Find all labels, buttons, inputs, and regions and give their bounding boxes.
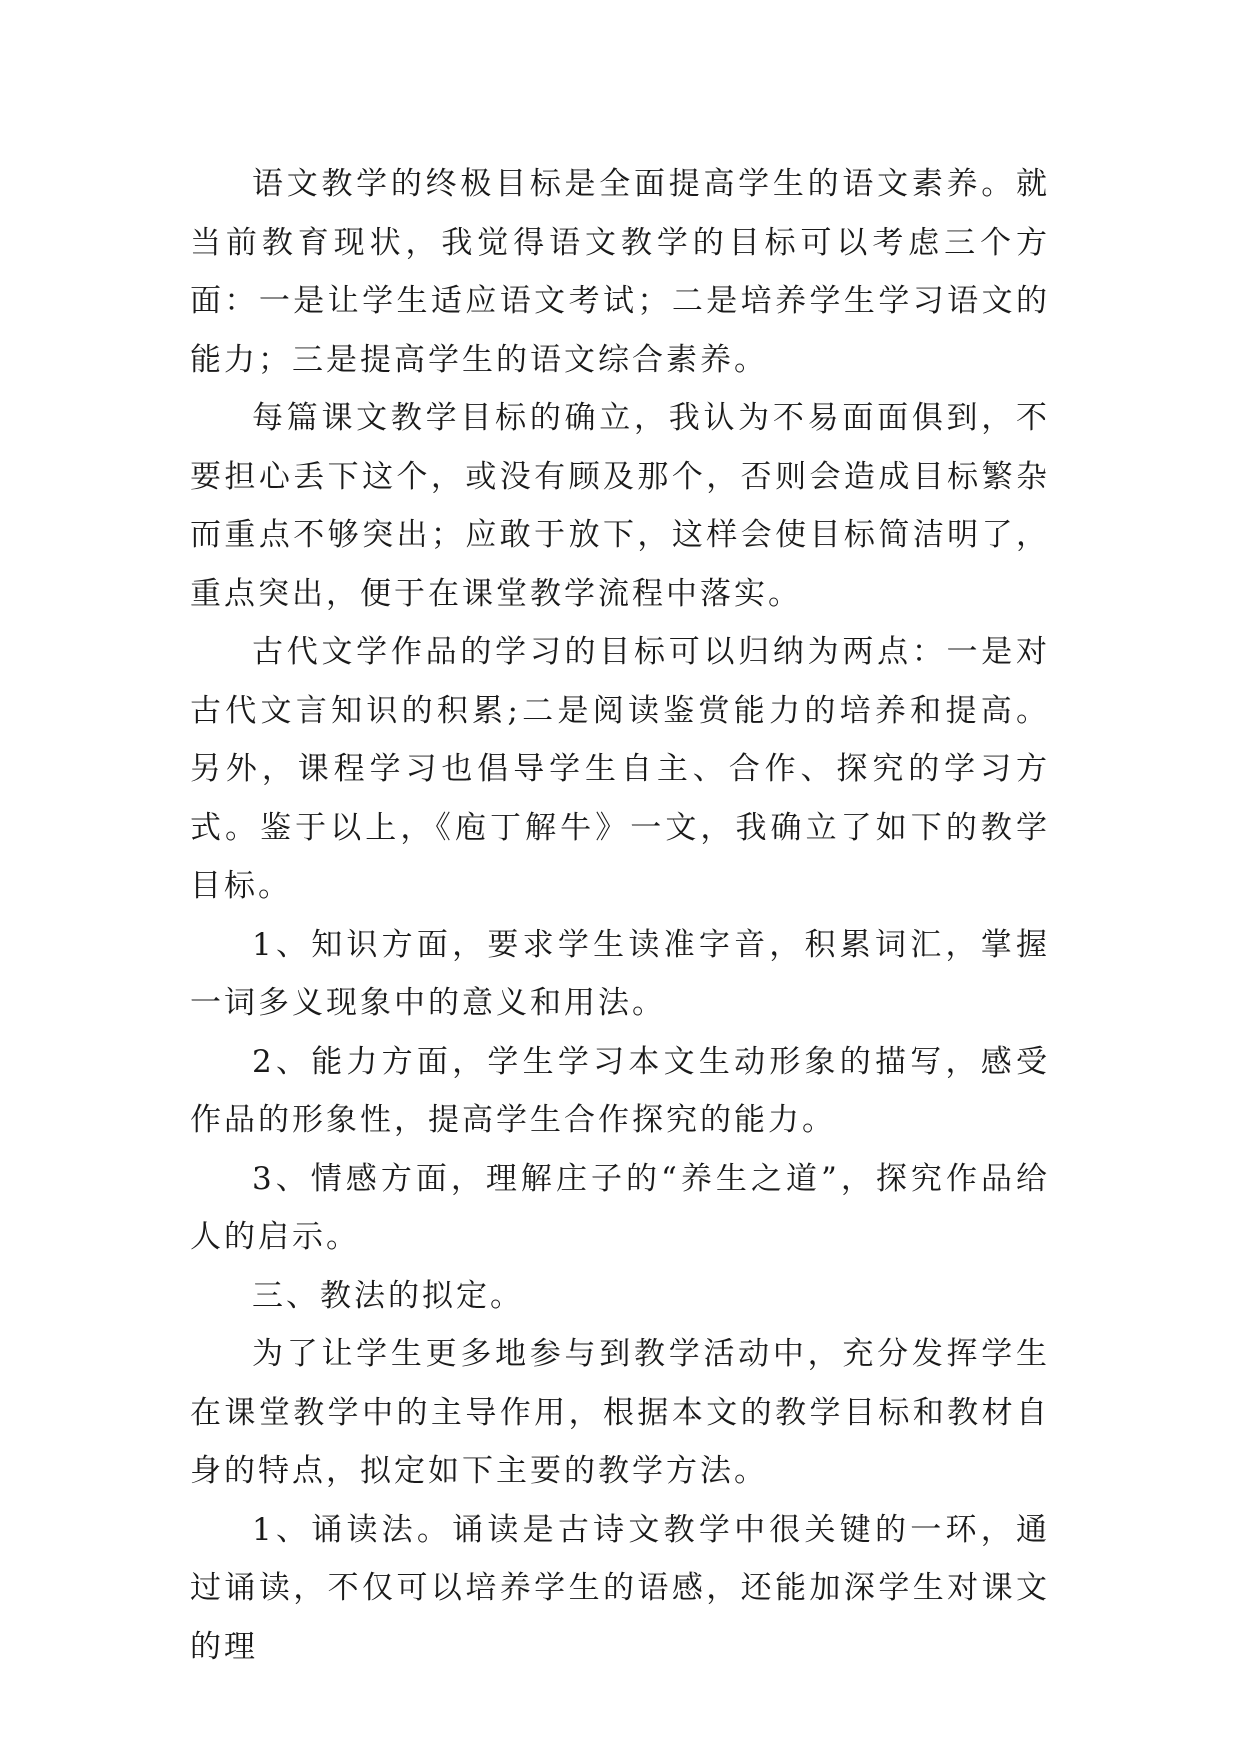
paragraph-teaching-goal: 语文教学的终极目标是全面提高学生的语文素养。就当前教育现状，我觉得语文教学的目标可以考虑三个方面：一是让学生适应语文考试；二是培养学生学习语文的能力；三是提高学生的语文综合素养。 — [190, 166, 1050, 378]
paragraph-classical-literature: 古代文学作品的学习的目标可以归纳为两点：一是对古代文言知识的积累;二是阅读鉴赏能力的培养和提高。另外，课程学习也倡导学生自主、合作、探究的学习方式。鉴于以上，《庖丁解牛》一文，我确立了如下的教学目标。 — [190, 634, 1050, 904]
paragraph-ability-goal: 2、能力方面，学生学习本文生动形象的描写，感受作品的形象性，提高学生合作探究的能力。 — [190, 1043, 1050, 1138]
paragraph-emotion-goal: 3、情感方面，理解庄子的“养生之道”，探究作品给人的启示。 — [190, 1160, 1050, 1255]
paragraph-goal-setting: 每篇课文教学目标的确立，我认为不易面面俱到，不要担心丢下这个，或没有顾及那个，否则会造成目标繁杂而重点不够突出；应敢于放下，这样会使目标简洁明了，重点突出，便于在课堂教学流程中落实。 — [190, 400, 1050, 612]
paragraph-method-intro: 为了让学生更多地参与到教学活动中，充分发挥学生在课堂教学中的主导作用，根据本文的教学目标和教材自身的特点，拟定如下主要的教学方法。 — [190, 1336, 1050, 1489]
paragraph-knowledge-goal: 1、知识方面，要求学生读准字音，积累词汇，掌握一词多义现象中的意义和用法。 — [190, 926, 1050, 1021]
paragraph-recitation-method: 1、诵读法。诵读是古诗文教学中很关键的一环，通过诵读，不仅可以培养学生的语感，还能加深学生对课文的理 — [190, 1511, 1050, 1665]
section-heading-teaching-method: 三、教法的拟定。 — [252, 1277, 524, 1314]
document-body — [190, 155, 1050, 1676]
